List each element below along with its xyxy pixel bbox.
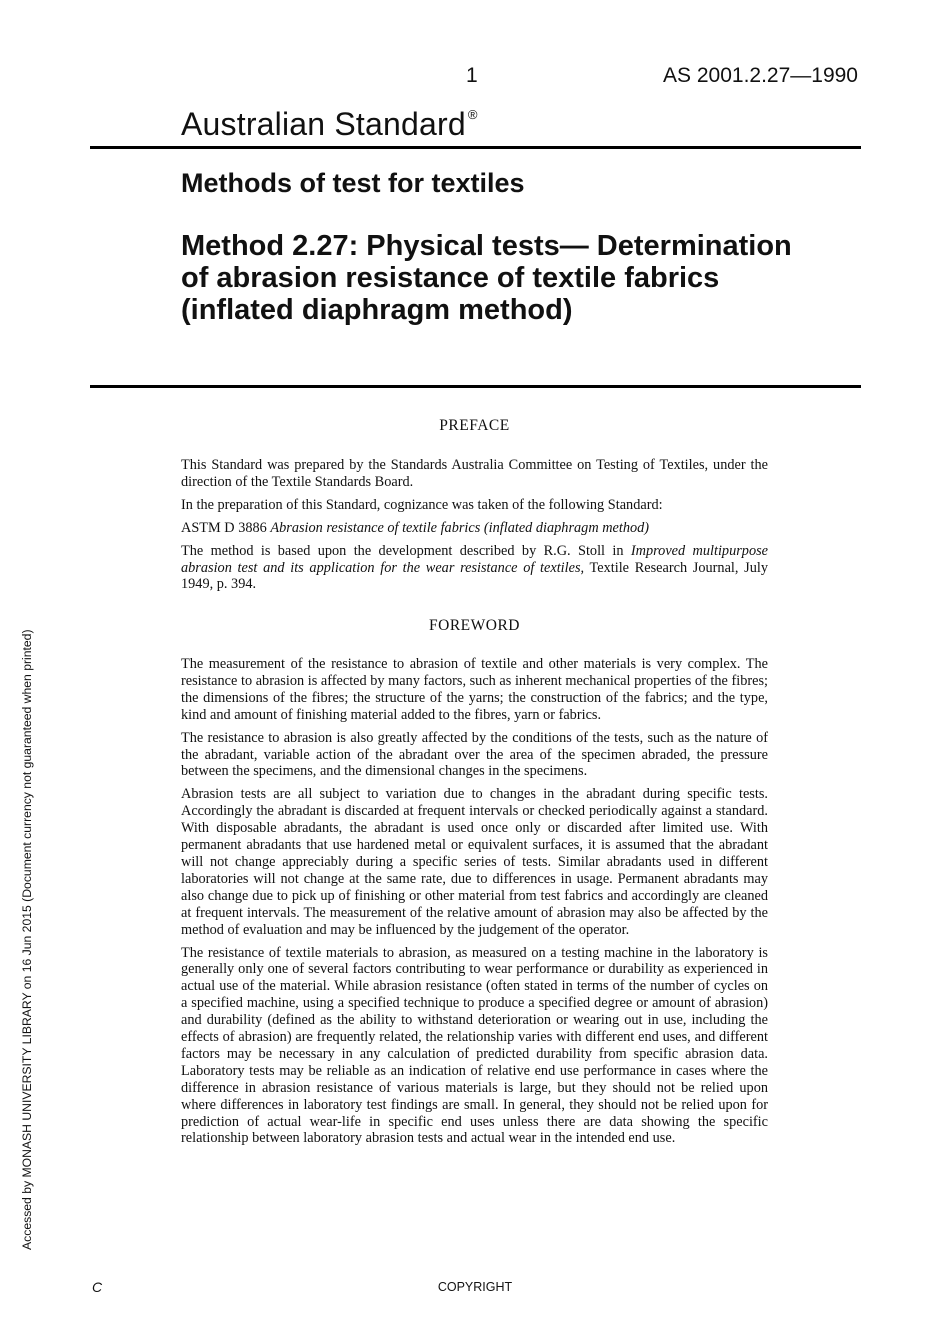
document-code: AS 2001.2.27—1990 — [663, 64, 858, 87]
preface-text: Textile Research Journal, July 1949, p. 394. — [181, 559, 768, 593]
foreword-section — [181, 656, 768, 1153]
preface-paragraph: This Standard was prepared by the Standards Australia Committee on Testing of Textiles, under the direction of the Textile Standards Board. — [181, 457, 768, 490]
cited-article-title: Improved multipurpose abrasion test and its application for the wear resistance of textiles, — [181, 542, 768, 576]
top-divider — [90, 146, 861, 149]
foreword-paragraph: The resistance of textile materials to abrasion, as measured on a testing machine in the laboratory is generally only one of several factors contributing to wear performance or durability as experienced in actual use of the material. While abrasion resistance (often stated in terms of the number of cycles on a specified machine, using a specified technique to produce a specified degree or amount of abrasion) and durability (defined as the ability to withstand deterioration or wearing out in use, including the effects of abrasion) are frequently related, the relationship varies with different end uses, and different factors may be necessary in any calculation of predicted durability from specific abrasion data. Laboratory tests may be reliable as an indication of relative end use performance in cases where the difference in abrasion resistance of various materials is large, but they should not be relied upon where differences in laboratory test findings are small. In general, they should not be relied upon for prediction of actual wear-life in specific end uses unless there are data showing the specific relationship between laboratory abrasion tests and actual wear in the intended end use. — [181, 944, 768, 1147]
preface-section — [181, 457, 768, 599]
series-title: Methods of test for textiles — [181, 168, 525, 198]
footer-letter: C — [92, 1279, 103, 1295]
standard-name — [181, 106, 478, 143]
title-bottom-divider — [90, 385, 861, 388]
reference-code: ASTM D 3886 — [181, 519, 271, 536]
preface-reference — [181, 520, 768, 537]
page-number: 1 — [466, 64, 478, 87]
preface-paragraph — [181, 543, 768, 594]
method-title: Method 2.27: Physical tests— Determination of abrasion resistance of textile fabrics (inflated diaphragm method) — [181, 230, 792, 326]
foreword-paragraph: The measurement of the resistance to abrasion of textile and other materials is very complex. The resistance to abrasion is affected by many factors, such as inherent mechanical properties of the fibres; the dimensions of the fibres; the structure of the yarns; the construction of the fabrics; and the type, kind and amount of finishing material added to the fibres, yarn or fabrics. — [181, 656, 768, 723]
copyright-notice: COPYRIGHT — [437, 1280, 513, 1294]
registered-mark: ® — [467, 107, 478, 122]
preface-heading: PREFACE — [439, 417, 510, 434]
reference-title: Abrasion resistance of textile fabrics (inflated diaphragm method) — [270, 519, 650, 536]
foreword-heading: FOREWORD — [429, 617, 520, 634]
access-margin-note: Accessed by MONASH UNIVERSITY LIBRARY on 16 Jun 2015 (Document currency not guaranteed when printed) — [20, 629, 34, 1250]
standard-name-text: Australian Standard — [181, 106, 466, 142]
preface-text: The method is based upon the development described by R.G. Stoll in — [181, 542, 631, 559]
foreword-paragraph: Abrasion tests are all subject to variation due to changes in the abradant during specific tests. Accordingly the abradant is discarded at frequent intervals or checked periodically against a standard. With disposable abradants, the abradant is used once only or discarded after limited use. With permanent abradants that use hardened metal or equivalent surfaces, it is assumed that the abradant will not change appreciably during a specific series of tests. Similar abradants used in different laboratories will not change at the same rate, due to differences in usage. Permanent abradants may also change due to pick up of finishing or other material from test fabrics and accordingly are cleaned at frequent intervals. The measurement of the relative amount of abrasion may also be affected by the method of evaluation and may be influenced by the judgement of the operator. — [181, 786, 768, 938]
preface-paragraph: In the preparation of this Standard, cognizance was taken of the following Standard: — [181, 496, 663, 513]
foreword-paragraph: The resistance to abrasion is also greatly affected by the conditions of the tests, such as the nature of the abradant, variable action of the abradant over the area of the specimen abraded, the pressure between the specimens, and the dimensional changes in the specimens. — [181, 729, 768, 780]
